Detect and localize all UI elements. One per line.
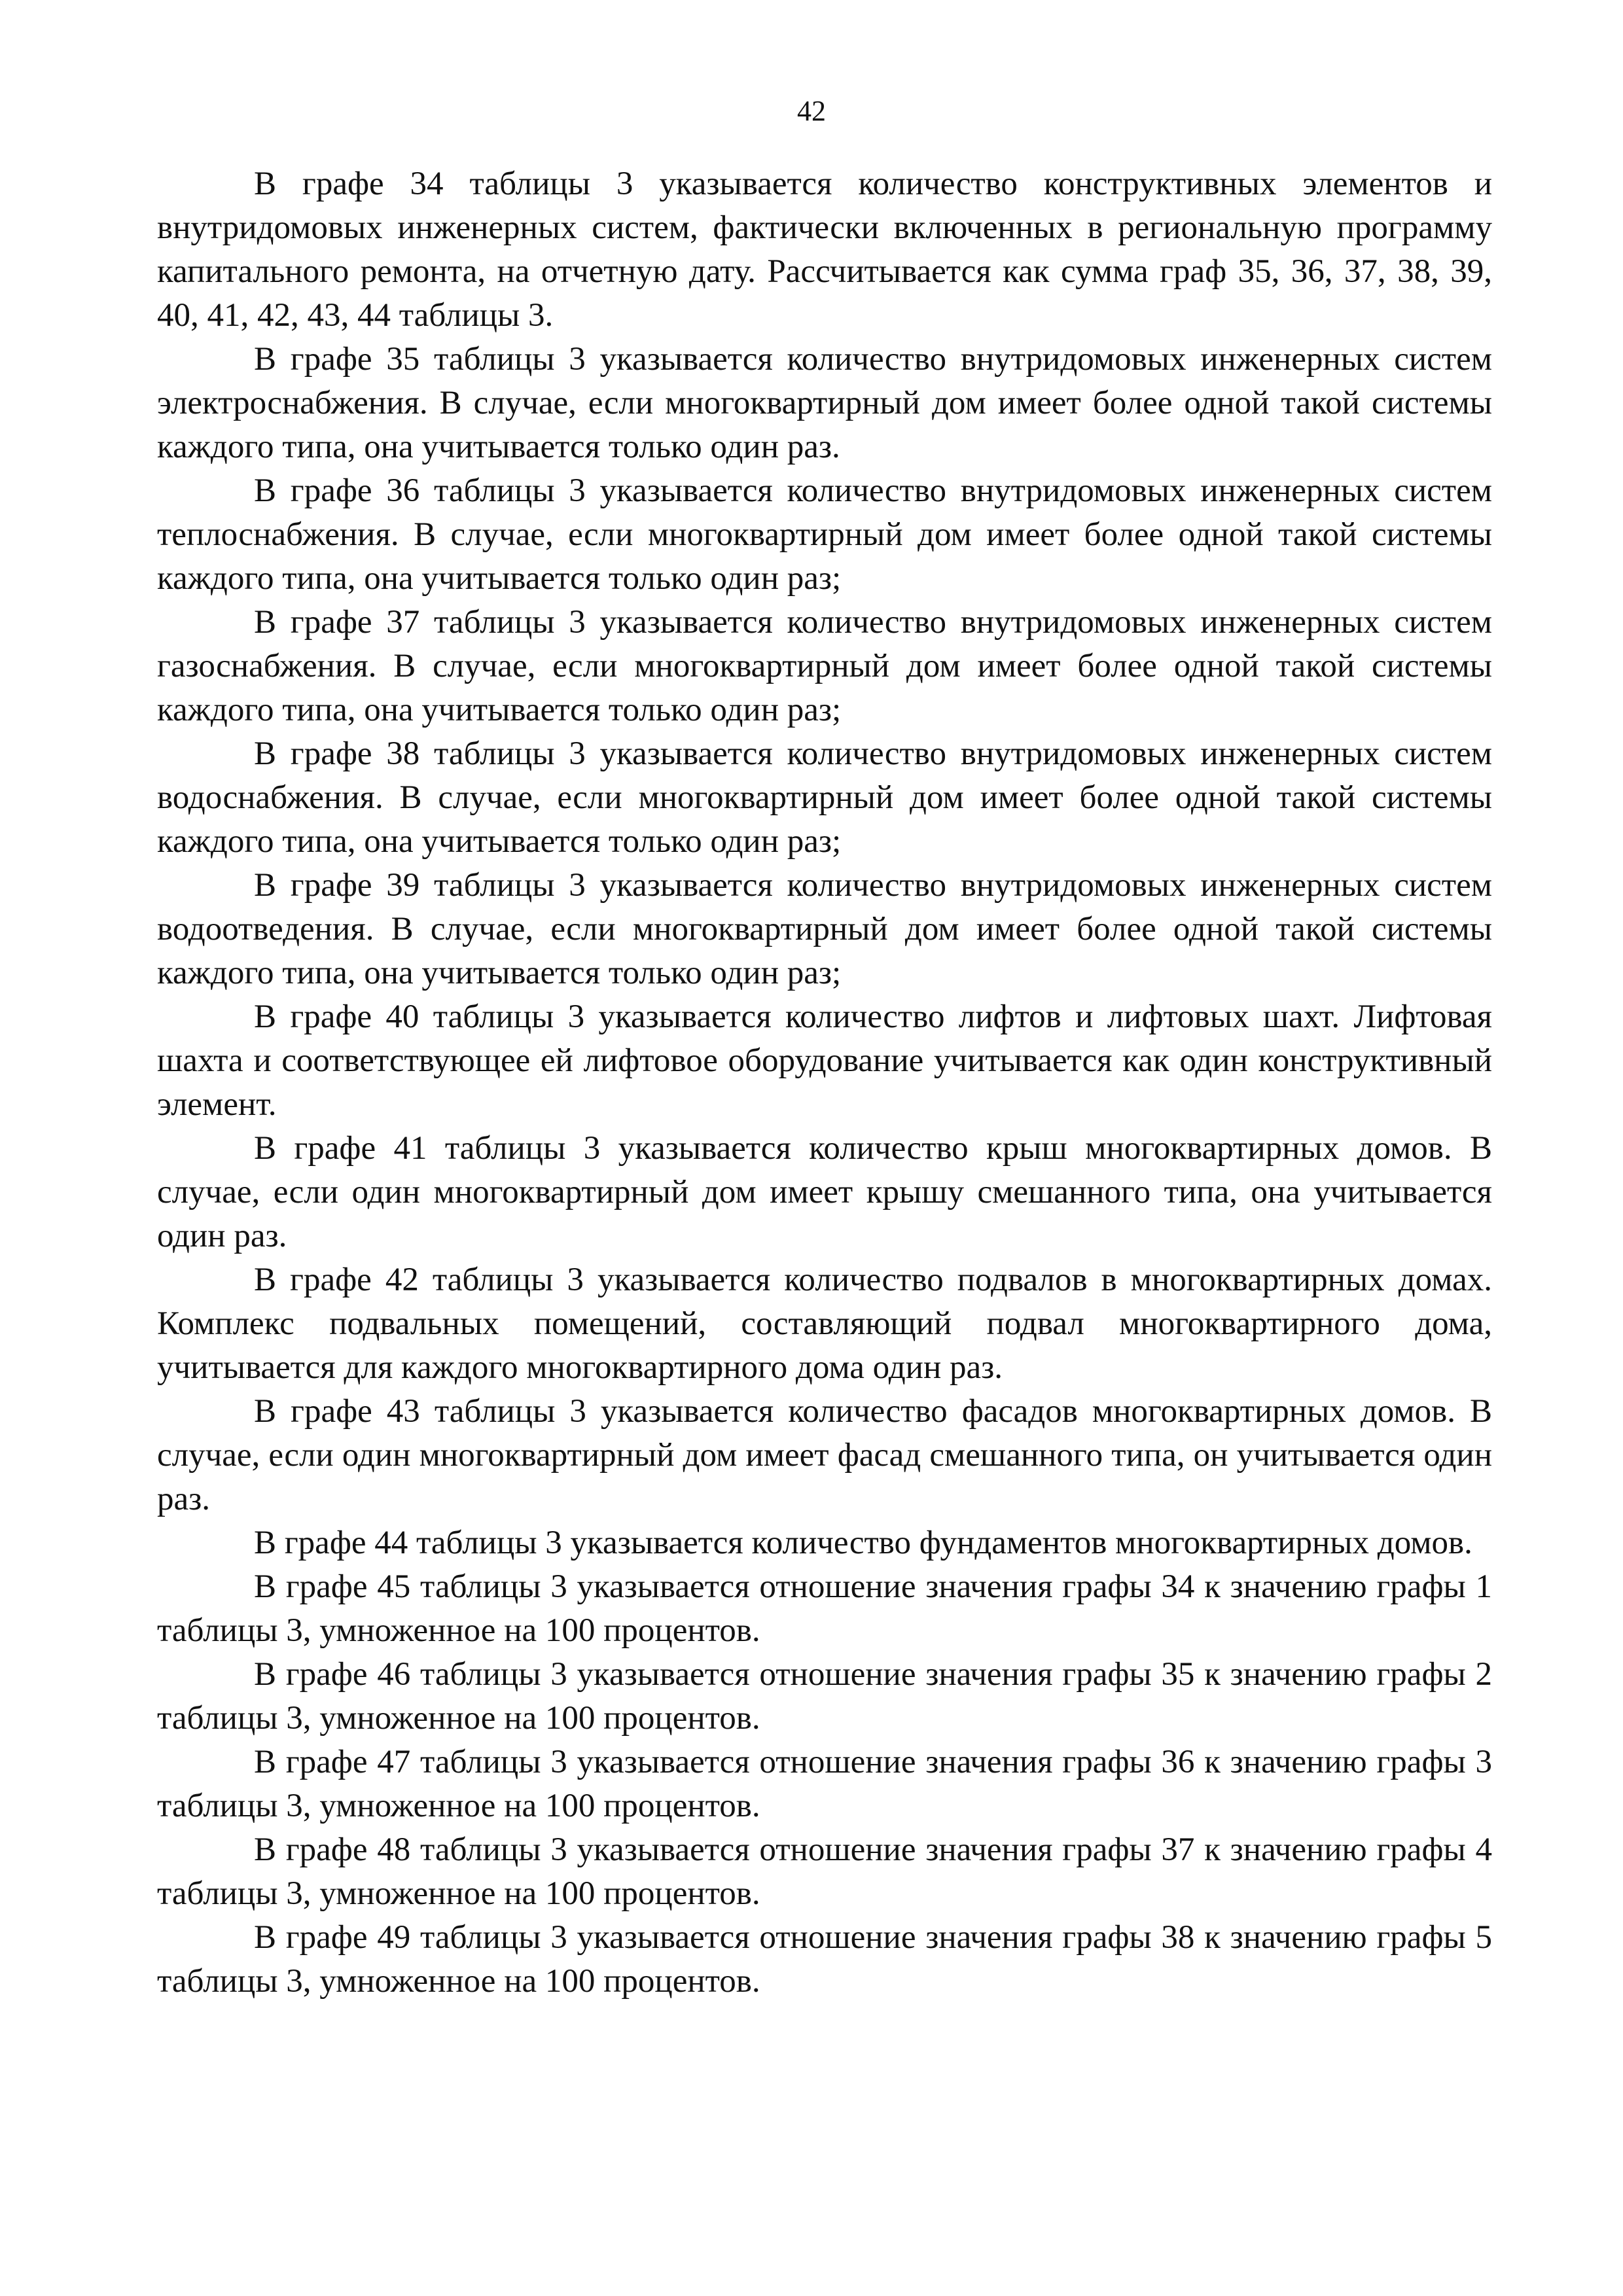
paragraph-graph-35: В графе 35 таблицы 3 указывается количество внутридомовых инженерных систем электроснабжения. В случае, если многоквартирный дом имеет более одной такой системы каждого типа, она учитывается только один раз. bbox=[157, 341, 1492, 465]
document-body bbox=[157, 162, 1492, 2004]
paragraph-graph-39: В графе 39 таблицы 3 указывается количество внутридомовых инженерных систем водоотведения. В случае, если многоквартирный дом имеет более одной такой системы каждого типа, она учитывается только один раз; bbox=[157, 867, 1492, 991]
paragraph-graph-49: В графе 49 таблицы 3 указывается отношение значения графы 38 к значению графы 5 таблицы 3, умноженное на 100 процентов. bbox=[157, 1919, 1492, 2000]
page-number: 42 bbox=[797, 95, 826, 127]
paragraph-graph-42: В графе 42 таблицы 3 указывается количество подвалов в многоквартирных домах. Комплекс подвальных помещений, составляющий подвал многоквартирного дома, учитывается для каждого многоквартирного дома один раз. bbox=[157, 1262, 1492, 1386]
paragraph-graph-45: В графе 45 таблицы 3 указывается отношение значения графы 34 к значению графы 1 таблицы 3, умноженное на 100 процентов. bbox=[157, 1568, 1492, 1649]
paragraph-graph-40: В графе 40 таблицы 3 указывается количество лифтов и лифтовых шахт. Лифтовая шахта и соответствующее ей лифтовое оборудование учитывается как один конструктивный элемент. bbox=[157, 998, 1492, 1123]
paragraph-graph-47: В графе 47 таблицы 3 указывается отношение значения графы 36 к значению графы 3 таблицы 3, умноженное на 100 процентов. bbox=[157, 1744, 1492, 1824]
paragraph-graph-36: В графе 36 таблицы 3 указывается количество внутридомовых инженерных систем теплоснабжения. В случае, если многоквартирный дом имеет более одной такой системы каждого типа, она учитывается только один раз; bbox=[157, 472, 1492, 597]
paragraph-graph-43: В графе 43 таблицы 3 указывается количество фасадов многоквартирных домов. В случае, если один многоквартирный дом имеет фасад смешанного типа, он учитывается один раз. bbox=[157, 1393, 1492, 1517]
paragraph-graph-46: В графе 46 таблицы 3 указывается отношение значения графы 35 к значению графы 2 таблицы 3, умноженное на 100 процентов. bbox=[157, 1656, 1492, 1737]
paragraph-graph-41: В графе 41 таблицы 3 указывается количество крыш многоквартирных домов. В случае, если один многоквартирный дом имеет крышу смешанного типа, она учитывается один раз. bbox=[157, 1130, 1492, 1254]
paragraph-graph-44: В графе 44 таблицы 3 указывается количество фундаментов многоквартирных домов. bbox=[254, 1525, 1472, 1561]
paragraph-graph-37: В графе 37 таблицы 3 указывается количество внутридомовых инженерных систем газоснабжения. В случае, если многоквартирный дом имеет более одной такой системы каждого типа, она учитывается только один раз; bbox=[157, 604, 1492, 728]
paragraph-graph-38: В графе 38 таблицы 3 указывается количество внутридомовых инженерных систем водоснабжения. В случае, если многоквартирный дом имеет более одной такой системы каждого типа, она учитывается только один раз; bbox=[157, 735, 1492, 860]
paragraph-graph-48: В графе 48 таблицы 3 указывается отношение значения графы 37 к значению графы 4 таблицы 3, умноженное на 100 процентов. bbox=[157, 1831, 1492, 1912]
paragraph-graph-34: В графе 34 таблицы 3 указывается количество конструктивных элементов и внутридомовых инженерных систем, фактически включенных в региональную программу капитального ремонта, на отчетную дату. Рассчитывается как сумма граф 35, 36, 37, 38, 39, 40, 41, 42, 43, 44 таблицы 3. bbox=[157, 166, 1492, 334]
